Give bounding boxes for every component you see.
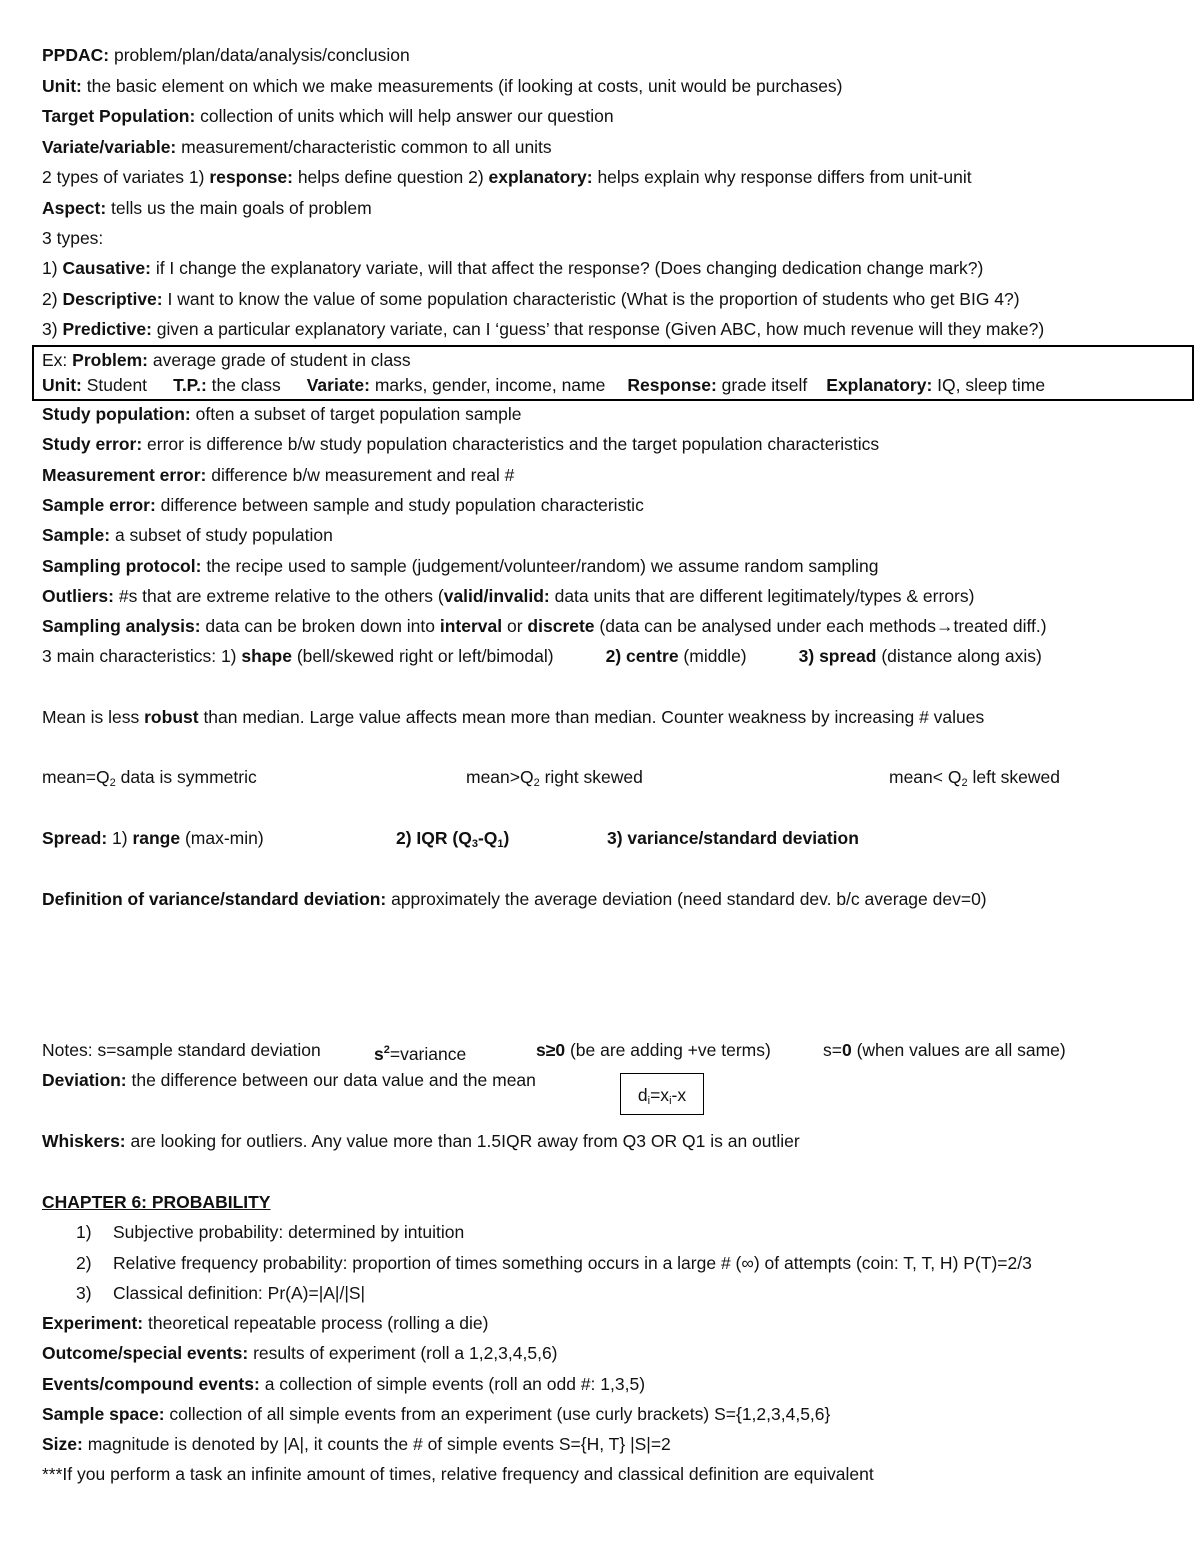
subscript: 2 xyxy=(961,777,968,789)
line-sampling-protocol xyxy=(42,555,878,577)
term: spread xyxy=(819,646,877,666)
text: helps explain why response differs from unit-unit xyxy=(592,167,972,187)
text: grade itself xyxy=(716,375,808,395)
text: IQ, sleep time xyxy=(932,375,1046,395)
text: data is symmetric xyxy=(115,767,257,787)
text: right skewed xyxy=(539,767,643,787)
term: explanatory: xyxy=(488,167,593,187)
term: Unit: xyxy=(42,375,82,395)
notes-zero xyxy=(823,1039,1066,1061)
term: 2) IQR (Q xyxy=(396,828,472,848)
line-size xyxy=(42,1433,671,1455)
definition: problem/plan/data/analysis/conclusion xyxy=(109,45,410,65)
definition: if I change the explanatory variate, will that affect the response? (Does changing dedication change mark?) xyxy=(150,258,984,278)
line-measurement-error xyxy=(42,464,514,486)
text: (distance along axis) xyxy=(876,646,1042,666)
term: Sampling protocol: xyxy=(42,556,202,576)
term: s≥0 xyxy=(536,1040,566,1060)
num: 1) xyxy=(42,258,63,278)
skew-left xyxy=(889,766,1060,794)
line-outcome xyxy=(42,1342,558,1364)
term: s xyxy=(374,1044,384,1064)
line-sampling-analysis xyxy=(42,615,1047,637)
num: 2) xyxy=(605,646,627,666)
term: ) xyxy=(503,828,510,848)
num: 2) xyxy=(42,289,63,309)
term: Sample error: xyxy=(42,495,156,515)
term: Spread: xyxy=(42,828,108,848)
line-whiskers xyxy=(42,1130,800,1152)
subscript: 1 xyxy=(497,838,504,850)
superscript: 2 xyxy=(383,1044,390,1056)
line-causative xyxy=(42,257,983,279)
prob-list-item: Relative frequency probability: proportion of times something occurs in a large # (∞) of attempts (coin: T, T, H) P(T)=2/3 xyxy=(113,1253,1032,1273)
text: the class xyxy=(206,375,281,395)
notes-nonneg xyxy=(536,1039,771,1061)
text: mean< Q xyxy=(889,767,962,787)
subscript: 3 xyxy=(471,838,478,850)
definition: error is difference b/w study population characteristics and the target population characteristics xyxy=(142,434,880,454)
text: =variance xyxy=(389,1044,467,1064)
prob-list-num: 1) xyxy=(76,1222,92,1242)
text: 2 types of variates 1) xyxy=(42,167,210,187)
term: Whiskers: xyxy=(42,1131,126,1151)
example-details-line xyxy=(42,374,1045,396)
line-sample xyxy=(42,524,333,546)
definition: given a particular explanatory variate, can I ‘guess’ that response (Given ABC, how much revenue will they make?) xyxy=(151,319,1045,339)
term: T.P.: xyxy=(173,375,207,395)
definition: theoretical repeatable process (rolling a die) xyxy=(143,1313,489,1333)
line-unit xyxy=(42,75,843,97)
term: Target Population: xyxy=(42,106,196,126)
subscript: 2 xyxy=(533,777,540,789)
term: Descriptive: xyxy=(62,289,163,309)
term: valid/invalid: xyxy=(443,586,550,606)
term: Study error: xyxy=(42,434,143,454)
prob-list-item: Classical definition: Pr(A)=|A|/|S| xyxy=(113,1283,366,1303)
definition: collection of units which will help answer our question xyxy=(195,106,614,126)
definition: #s that are extreme relative to the others ( xyxy=(113,586,444,606)
term: Deviation: xyxy=(42,1070,127,1090)
line-predictive xyxy=(42,318,1044,340)
text: d xyxy=(637,1085,648,1105)
text: left skewed xyxy=(967,767,1061,787)
definition: often a subset of target population sample xyxy=(190,404,522,424)
line-target-population xyxy=(42,105,614,127)
text: (when values are all same) xyxy=(851,1040,1066,1060)
definition: difference b/w measurement and real # xyxy=(206,465,515,485)
text: than median. Large value affects mean more than median. Counter weakness by increasing # values xyxy=(198,707,985,727)
term: Definition of variance/standard deviation: xyxy=(42,889,387,909)
spread-variance xyxy=(607,827,859,849)
line-characteristics xyxy=(42,645,1042,667)
term: range xyxy=(132,828,181,848)
definition: measurement/characteristic common to all units xyxy=(176,137,552,157)
definition: data units that are different legitimately/types & errors) xyxy=(549,586,975,606)
text: mean=Q xyxy=(42,767,110,787)
line-variance-def xyxy=(42,888,987,910)
term: -Q xyxy=(477,828,498,848)
spread-iqr xyxy=(396,827,509,855)
definition: the basic element on which we make measurements (if looking at costs, unit would be purchases) xyxy=(81,76,843,96)
text: s= xyxy=(823,1040,842,1060)
subscript: i xyxy=(669,1095,672,1107)
definition: tells us the main goals of problem xyxy=(106,198,372,218)
definition: (data can be analysed under each methods→treated diff.) xyxy=(594,616,1047,636)
notes-variance xyxy=(374,1039,466,1065)
line-sample-space xyxy=(42,1403,830,1425)
line-final-note: ***If you perform a task an infinite amount of times, relative frequency and classical definition are equivalent xyxy=(42,1464,874,1484)
term: Variate/variable: xyxy=(42,137,177,157)
notes-sd xyxy=(42,1039,321,1061)
subscript: i xyxy=(647,1095,651,1107)
text: marks, gender, income, name xyxy=(369,375,606,395)
term: shape xyxy=(241,646,292,666)
text: 3 main characteristics: 1) xyxy=(42,646,242,666)
term: Problem: xyxy=(72,350,149,370)
prob-list-item: Subjective probability: determined by intuition xyxy=(113,1222,465,1242)
definition: the difference between our data value and the mean xyxy=(126,1070,536,1090)
term: Sample: xyxy=(42,525,111,545)
definition: the recipe used to sample (judgement/volunteer/random) we assume random sampling xyxy=(201,556,879,576)
line-ppdac xyxy=(42,44,410,66)
term: Outcome/special events: xyxy=(42,1343,249,1363)
line-variate xyxy=(42,136,552,158)
text: Notes: s=sample standard deviation xyxy=(42,1040,321,1060)
num: 3) xyxy=(798,646,820,666)
skew-symmetric xyxy=(42,766,257,794)
num: 1) xyxy=(107,828,133,848)
term: PPDAC: xyxy=(42,45,110,65)
line-robust xyxy=(42,706,984,728)
text: (bell/skewed right or left/bimodal) xyxy=(291,646,554,666)
term: centre xyxy=(626,646,679,666)
term: Outliers: xyxy=(42,586,114,606)
text: Student xyxy=(81,375,148,395)
definition: data can be broken down into xyxy=(200,616,440,636)
text: (be are adding +ve terms) xyxy=(565,1040,771,1060)
line-spread xyxy=(42,827,264,849)
term: Sample space: xyxy=(42,1404,165,1424)
line-study-population xyxy=(42,403,522,425)
line-sample-error xyxy=(42,494,644,516)
line-study-error xyxy=(42,433,879,455)
definition: results of experiment (roll a 1,2,3,4,5,6) xyxy=(248,1343,558,1363)
deviation-formula-box xyxy=(620,1073,704,1115)
term: Unit: xyxy=(42,76,82,96)
definition: a collection of simple events (roll an odd #: 1,3,5) xyxy=(259,1374,646,1394)
term: interval xyxy=(439,616,503,636)
line-experiment xyxy=(42,1312,488,1334)
text: helps define question 2) xyxy=(292,167,489,187)
term: Explanatory: xyxy=(826,375,933,395)
skew-right xyxy=(466,766,643,794)
term: Size: xyxy=(42,1434,83,1454)
chapter-heading: CHAPTER 6: PROBABILITY xyxy=(42,1192,271,1212)
term: Variate: xyxy=(306,375,370,395)
line-outliers xyxy=(42,585,974,607)
text: -x xyxy=(671,1085,687,1105)
definition: magnitude is denoted by |A|, it counts the # of simple events S={H, T} |S|=2 xyxy=(82,1434,671,1454)
line-descriptive xyxy=(42,288,1020,310)
definition: a subset of study population xyxy=(110,525,333,545)
line-aspect xyxy=(42,197,372,219)
text: or xyxy=(502,616,528,636)
line-deviation xyxy=(42,1069,536,1091)
text: mean>Q xyxy=(466,767,534,787)
text: average grade of student in class xyxy=(148,350,411,370)
term: Causative: xyxy=(62,258,151,278)
term: Measurement error: xyxy=(42,465,207,485)
prob-list-num: 2) xyxy=(76,1253,92,1273)
definition: approximately the average deviation (need standard dev. b/c average dev=0) xyxy=(386,889,987,909)
definition: I want to know the value of some population characteristic (What is the proportion of students who get BIG 4?) xyxy=(162,289,1020,309)
term: Study population: xyxy=(42,404,191,424)
line-variate-types xyxy=(42,166,972,188)
term: Sampling analysis: xyxy=(42,616,201,636)
definition: difference between sample and study population characteristic xyxy=(155,495,644,515)
text: Mean is less xyxy=(42,707,145,727)
term: response: xyxy=(209,167,293,187)
prob-list-num: 3) xyxy=(76,1283,92,1303)
example-problem-line xyxy=(42,349,411,371)
line-three-types: 3 types: xyxy=(42,228,104,248)
ex-label: Ex: xyxy=(42,350,73,370)
text: (max-min) xyxy=(180,828,264,848)
line-events xyxy=(42,1373,645,1395)
term: Response: xyxy=(627,375,717,395)
term: robust xyxy=(144,707,199,727)
term: Aspect: xyxy=(42,198,107,218)
term: 3) variance/standard deviation xyxy=(607,828,859,848)
definition: are looking for outliers. Any value more than 1.5IQR away from Q3 OR Q1 is an outlier xyxy=(125,1131,800,1151)
definition: collection of all simple events from an experiment (use curly brackets) S={1,2,3,4,5,6} xyxy=(164,1404,831,1424)
num: 3) xyxy=(42,319,63,339)
text: =x xyxy=(650,1085,670,1105)
subscript: 2 xyxy=(109,777,116,789)
term: Experiment: xyxy=(42,1313,144,1333)
term: discrete xyxy=(527,616,595,636)
term: 0 xyxy=(841,1040,852,1060)
text: (middle) xyxy=(678,646,747,666)
term: Events/compound events: xyxy=(42,1374,260,1394)
term: Predictive: xyxy=(62,319,152,339)
